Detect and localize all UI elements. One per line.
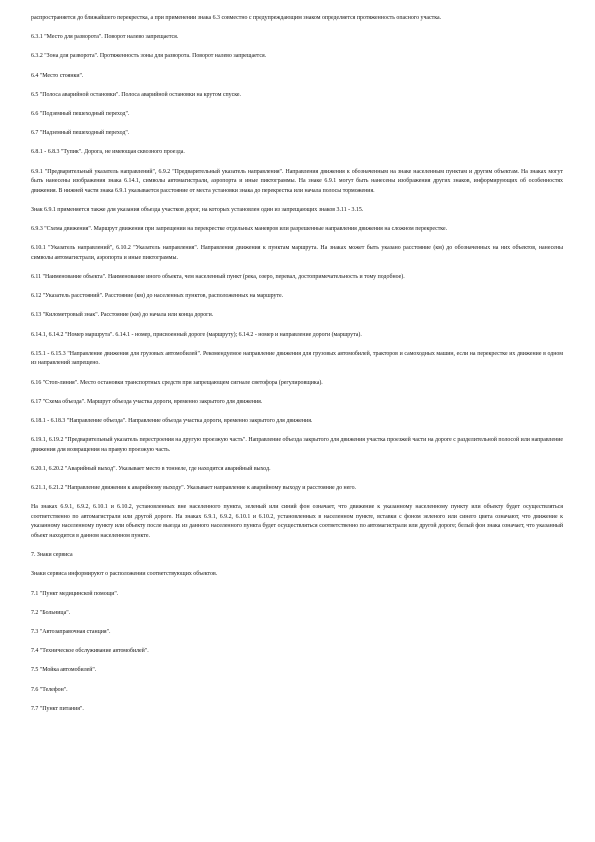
paragraph-6-5: 6.5 "Полоса аварийной остановки". Полоса аварийной остановки на крутом спуске. [31, 91, 242, 98]
paragraph-6-3-1: 6.3.1 "Место для разворота". Поворот налево запрещается. [31, 34, 179, 41]
paragraph-6-13: 6.13 "Километровый знак". Расстояние (км) до начала или конца дороги. [31, 312, 214, 319]
paragraph-6-7: 6.7 "Надземный пешеходный переход". [31, 130, 130, 137]
paragraph-6-10: 6.10.1 "Указатель направлений", 6.10.2 "Указатель направления". Направления движения к пунктам маршрута. На знаках может быть указано расстояние (км) до обозначенных на них объектов, нанесены символы автомагистрали, аэропорта и иные пиктограммы. [31, 245, 563, 261]
paragraph-7-1: 7.1 "Пункт медицинской помощи". [31, 590, 119, 597]
paragraph-7-3: 7.3 "Автозаправочная станция". [31, 629, 111, 635]
paragraph-6-19: 6.19.1, 6.19.2 "Предварительный указатель перестроения на другую проезжую часть". Направление объезда закрытого для движения участка проезжей части на дороге с разделительной полосой или направление движения для возвращения на правую проезжую часть. [31, 437, 563, 453]
paragraph-sign-6-9-1-detour: Знак 6.9.1 применяется также для указания объезда участков дорог, на которых установлен один из запрещающих знаков 3.11 - 3.15. [31, 206, 364, 213]
paragraph-6-12: 6.12 "Указатель расстояний". Расстояние (км) до населенных пунктов, расположенных на маршруте. [31, 293, 284, 300]
paragraph-6-21: 6.21.1, 6.21.2 "Направление движения к аварийному выходу". Указывает направление к аварийному выходу и расстояние до него. [31, 485, 356, 492]
paragraph-6-8: 6.8.1 - 6.8.3 "Тупик". Дорога, не имеющая сквозного проезда. [31, 149, 185, 156]
paragraph-7-6: 7.6 "Телефон". [31, 686, 68, 693]
paragraph-6-11: 6.11 "Наименование объекта". Наименование иного объекта, чем населенный пункт (река, озеро, перевал, достопримечательность и тому подобное). [31, 274, 405, 281]
paragraph-7-2: 7.2 "Больница". [31, 609, 71, 616]
paragraph-6-17: 6.17 "Схема объезда". Маршрут объезда участка дороги, временно закрытого для движения. [31, 398, 263, 405]
paragraph-6-14: 6.14.1, 6.14.2 "Номер маршрута". 6.14.1 - номер, присвоенный дороге (маршруту); 6.14.2 - номер и направление дороги (маршрута). [31, 331, 362, 338]
paragraph-6-6: 6.6 "Подземный пешеходный переход". [31, 110, 130, 117]
paragraph-6-3-2: 6.3.2 "Зона для разворота". Протяженность зоны для разворота. Поворот налево запрещается. [31, 53, 267, 60]
paragraph-6-15: 6.15.1 - 6.15.3 "Направление движения для грузовых автомобилей". Рекомендуемое направление движения для грузовых автомобилей, тракторов и самоходных машин, если на перекрестке их движение в одном из направлений запрещено. [31, 350, 563, 367]
section-heading-service-signs: 7. Знаки сервиса [31, 552, 73, 559]
paragraph-6-20: 6.20.1, 6.20.2 "Аварийный выход". Указывает место в тоннеле, где находится аварийный выход. [31, 465, 271, 472]
paragraph-6-18: 6.18.1 - 6.18.3 "Направление объезда". Направление объезда участка дороги, временно закрытого для движения. [31, 417, 313, 424]
paragraph-7-5: 7.5 "Мойка автомобилей". [31, 667, 97, 674]
paragraph-6-9-3: 6.9.3 "Схема движения". Маршрут движения при запрещении на перекрестке отдельных маневров или разрешенные направления движения на сложном перекрестке. [31, 226, 448, 233]
paragraph-sign-backgrounds: На знаках 6.9.1, 6.9.2, 6.10.1 и 6.10.2, установленных вне населенного пункта, зеленый или синий фон означает, что движение к указанному населенному пункту или объекту будет осуществляться соответственно по автомагистрали или другой дороге. На знаках 6.9.1, 6.9.2, 6.10.1 и 6.10.2, установленных в населенном пункте, вставки с фоном зеленого или синего цвета означают, что движение к указанному населенному пункту или объекту после выезда из данного населенного пункта будет осуществляться соответственно по автомагистрали или другой дороге; белый фон знака означает, что указанный объект находится в данном населенном пункте. [31, 504, 563, 540]
paragraph-7-7: 7.7 "Пункт питания". [31, 705, 84, 712]
paragraph-6-16: 6.16 "Стоп-линия". Место остановки транспортных средств при запрещающем сигнале светофора (регулировщика). [31, 379, 323, 386]
paragraph-service-signs-intro: Знаки сервиса информируют о расположении соответствующих объектов. [31, 571, 218, 578]
paragraph-6-9-1: 6.9.1 "Предварительный указатель направлений", 6.9.2 "Предварительный указатель направления". Направления движения к обозначенным на знаке населенным пунктам и другим объектам. На знаках могут быть нанесены изображения знака 6.14.1, символы автомагистрали, аэропорта и иные пиктограммы. На знаке 6.9.1 могут быть нанесены изображения других знаков, информирующих об особенностях движения. В нижней части знака 6.9.1 указывается расстояние от места установки знака до перекрестка или начала полосы торможения. [31, 168, 563, 194]
paragraph-7-4: 7.4 "Техническое обслуживание автомобилей". [31, 648, 149, 655]
paragraph-continuation: распространяется до ближайшего перекрестка, а при применении знака 6.3 совместно с предупреждающим знаком определяется протяженность опасного участка. [31, 15, 442, 21]
paragraph-6-4: 6.4 "Место стоянки". [31, 72, 84, 79]
